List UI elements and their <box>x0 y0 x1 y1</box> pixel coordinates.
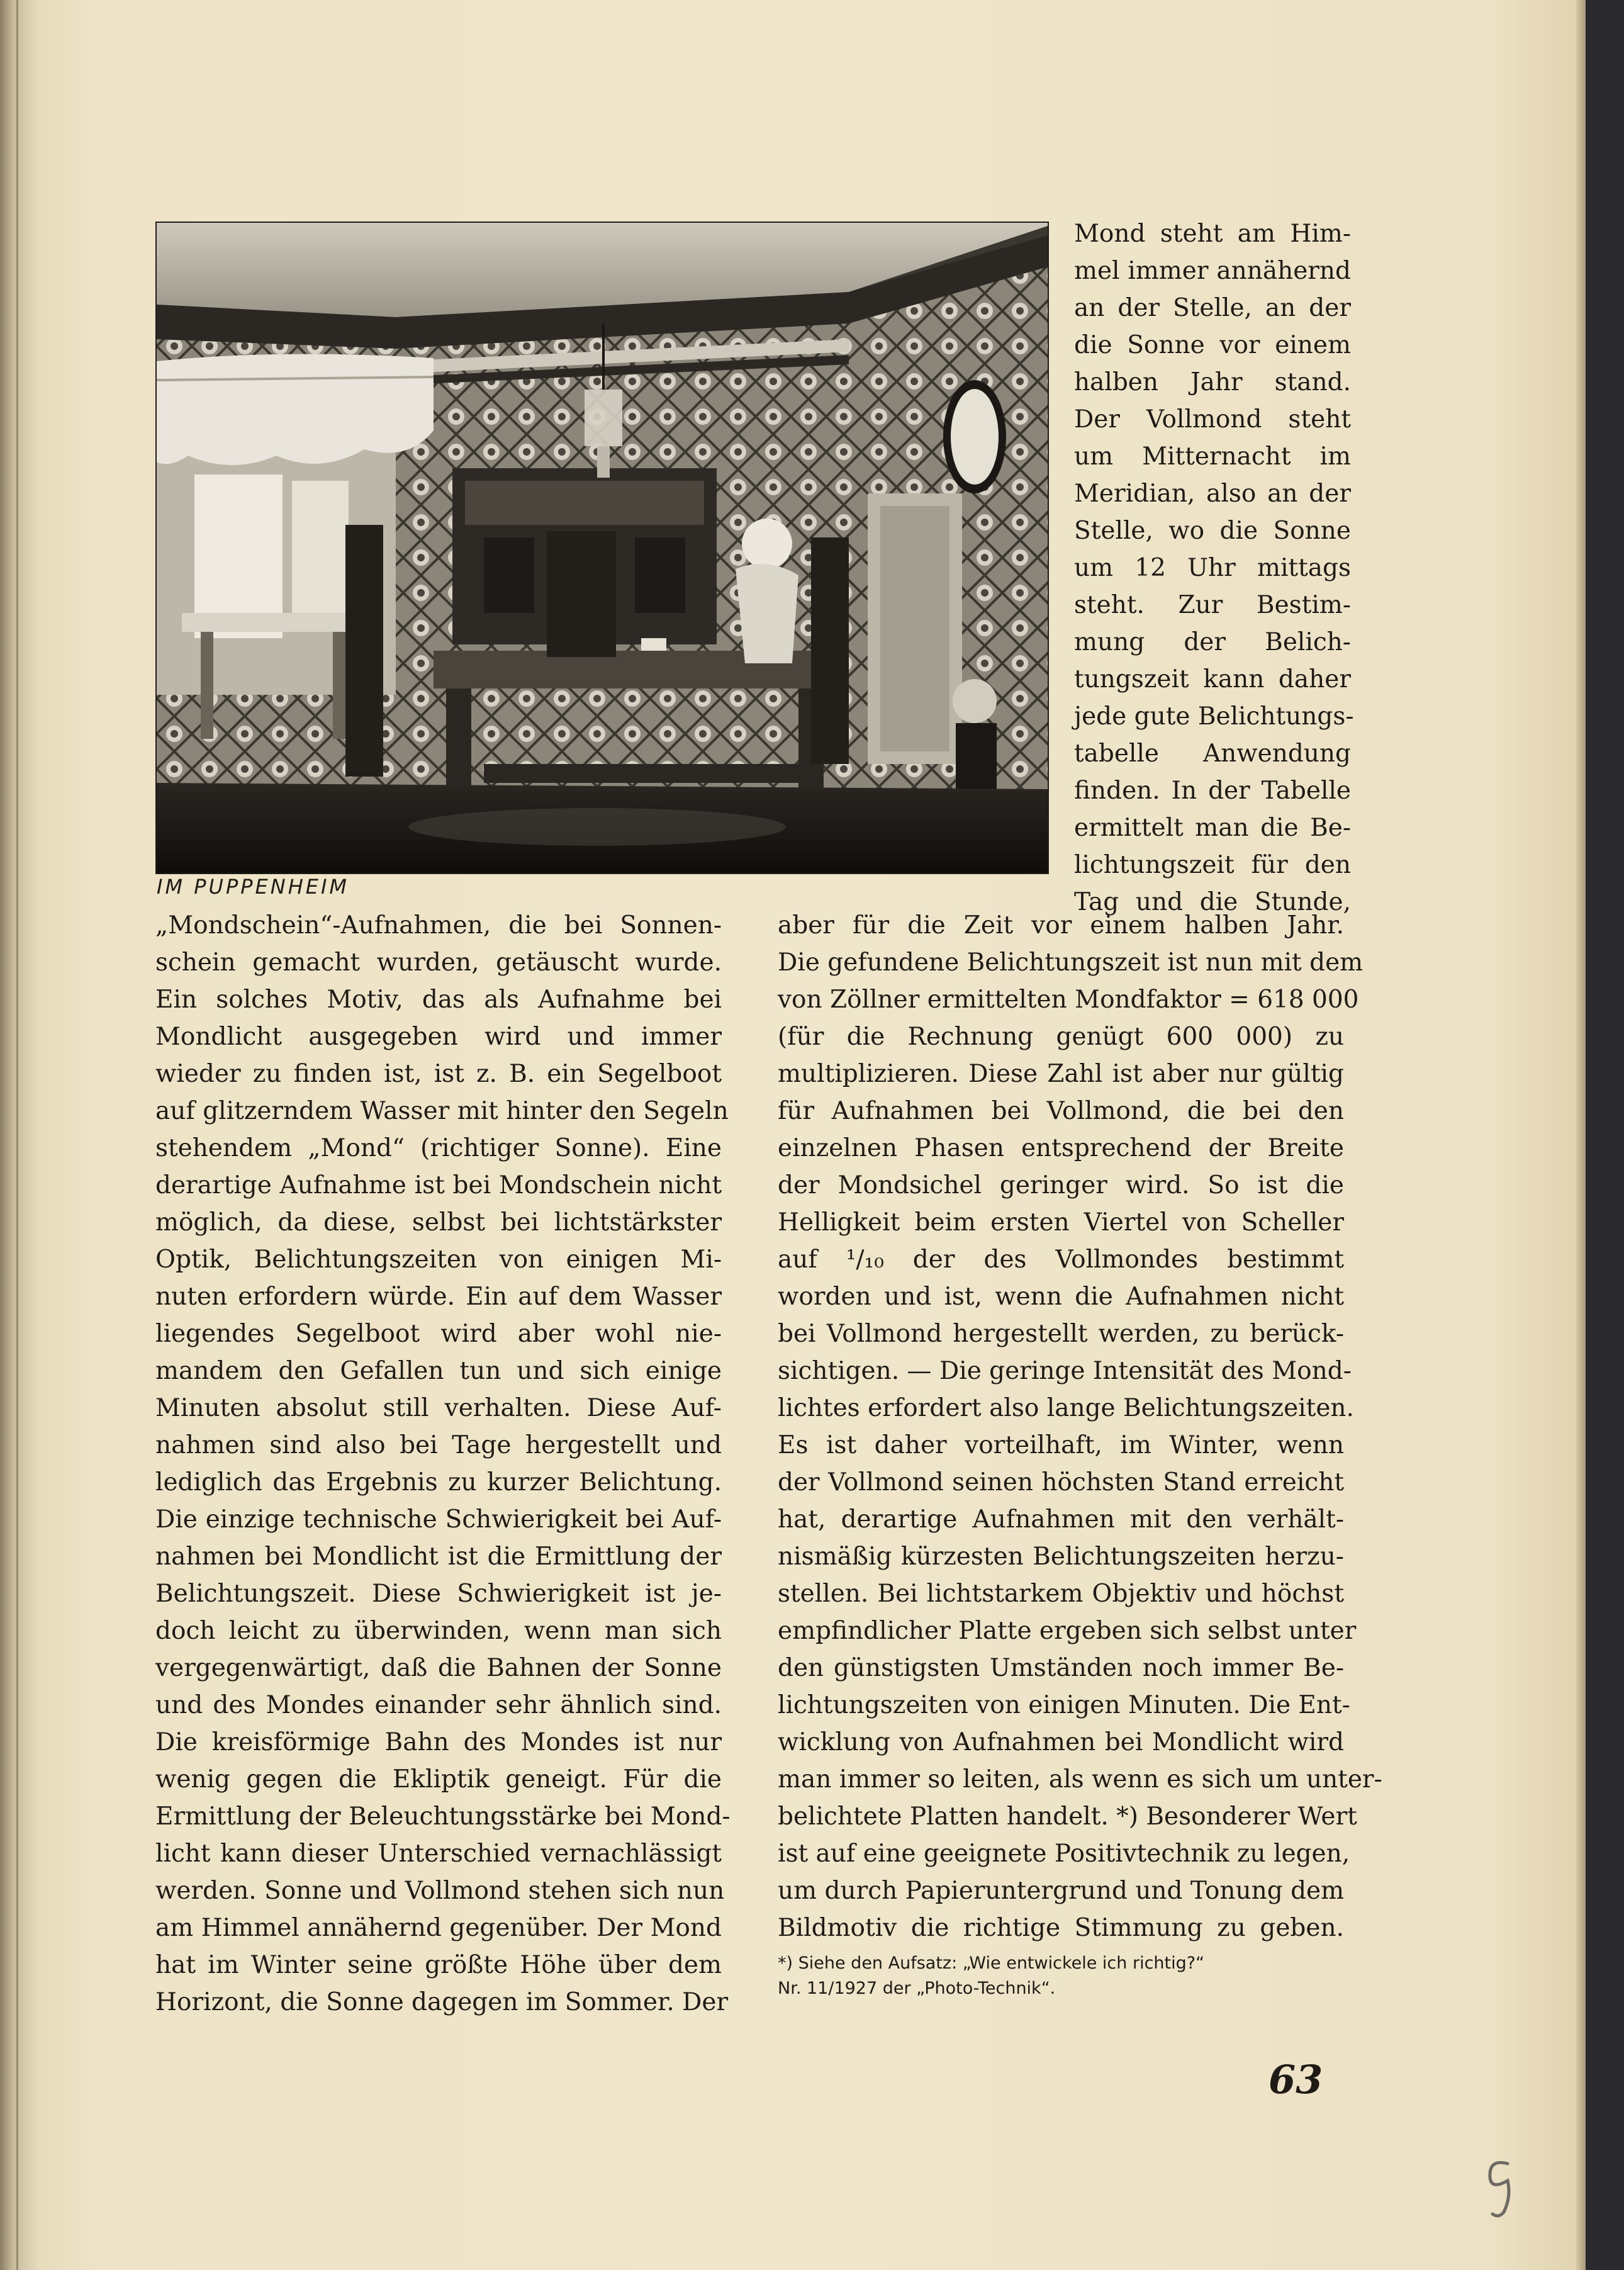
text-line: hat, derartige Aufnahmen mit den verhält- <box>778 1505 1344 1534</box>
text-line: wenig gegen die Ekliptik geneigt. Für die <box>155 1765 722 1794</box>
text-line: belichtete Platten handelt. *) Besonderer Wert <box>778 1802 1357 1831</box>
text-line: nuten erfordern würde. Ein auf dem Wasser <box>155 1283 722 1311</box>
text-line: Mond steht am Him- <box>1074 220 1351 248</box>
footnote <box>778 1951 1344 2001</box>
text-line: den günstigsten Umständen noch immer Be- <box>778 1654 1344 1682</box>
page-number: 63 <box>1268 2057 1323 2103</box>
text-line: Die kreisförmige Bahn des Mondes ist nur <box>155 1728 722 1756</box>
text-line: schein gemacht wurden, getäuscht wurde. <box>155 948 722 977</box>
text-line: auf glitzerndem Wasser mit hinter den Segeln <box>155 1097 729 1125</box>
text-line: um durch Papieruntergrund und Tonung dem <box>778 1877 1345 1905</box>
text-line: einzelnen Phasen entsprechend der Breite <box>778 1134 1344 1162</box>
text-line: lichtes erfordert also lange Belichtungszeiten. <box>778 1394 1354 1422</box>
text-line: nahmen bei Mondlicht ist die Ermittlung der <box>155 1542 722 1571</box>
text-line: Ermittlung der Beleuchtungsstärke bei Mond- <box>155 1802 731 1831</box>
text-line: lichtungszeiten von einigen Minuten. Die Ent- <box>778 1691 1350 1719</box>
text-line: Es ist daher vorteilhaft, im Winter, wenn <box>778 1431 1344 1459</box>
text-line: multiplizieren. Diese Zahl ist aber nur gültig <box>778 1060 1344 1088</box>
text-line: auf ¹/₁₀ der des Vollmondes bestimmt <box>778 1245 1344 1274</box>
text-line: Mondlicht ausgegeben wird und immer <box>155 1023 722 1051</box>
text-line: ist auf eine geeignete Positivtechnik zu legen, <box>778 1840 1350 1868</box>
text-line: Ein solches Motiv, das als Aufnahme bei <box>155 986 722 1014</box>
text-line: der Mondsichel geringer wird. So ist die <box>778 1171 1344 1200</box>
text-line: werden. Sonne und Vollmond stehen sich nun <box>155 1877 725 1905</box>
page-edge <box>1576 0 1586 2270</box>
photograph-doll-room <box>155 222 1049 874</box>
text-line: Minuten absolut still verhalten. Diese Auf- <box>155 1394 722 1422</box>
text-line: Die gefundene Belichtungszeit ist nun mit dem <box>778 948 1364 977</box>
text-line: um Mitternacht im <box>1074 442 1351 471</box>
text-line: derartige Aufnahme ist bei Mondschein nicht <box>155 1171 722 1200</box>
text-line: jede gute Belichtungs- <box>1074 702 1354 731</box>
text-line: Helligkeit beim ersten Viertel von Scheller <box>778 1208 1344 1237</box>
text-line: der Vollmond seinen höchsten Stand erreicht <box>778 1468 1344 1497</box>
text-line: Belichtungszeit. Diese Schwierigkeit ist je- <box>155 1580 722 1608</box>
text-line: nahmen sind also bei Tage hergestellt und <box>155 1431 722 1459</box>
text-line: für Aufnahmen bei Vollmond, die bei den <box>778 1097 1344 1125</box>
text-line: und des Mondes einander sehr ähnlich sind. <box>155 1691 722 1719</box>
text-line: „Mondschein“-Aufnahmen, die bei Sonnen- <box>155 911 722 940</box>
text-line: man immer so leiten, als wenn es sich um unter- <box>778 1765 1382 1794</box>
text-line: ermittelt man die Be- <box>1074 814 1351 842</box>
text-line: mung der Belich- <box>1074 628 1351 656</box>
text-line: wieder zu finden ist, ist z. B. ein Segelboot <box>155 1060 722 1088</box>
text-line: licht kann dieser Unterschied vernachlässigt <box>155 1840 722 1868</box>
page-gutter <box>0 0 38 2270</box>
text-line: Meridian, also an der <box>1074 480 1351 508</box>
text-line: doch leicht zu überwinden, wenn man sich <box>155 1617 722 1645</box>
text-line: stehendem „Mond“ (richtiger Sonne). Eine <box>155 1134 722 1162</box>
text-column-left <box>155 907 731 2021</box>
text-line: tabelle Anwendung <box>1074 739 1351 768</box>
footnote-line: Nr. 11/1927 der „Photo-Technik“. <box>778 1979 1056 1998</box>
text-line: an der Stelle, an der <box>1074 294 1351 322</box>
text-line: hat im Winter seine größte Höhe über dem <box>155 1951 722 1979</box>
text-line: worden und ist, wenn die Aufnahmen nicht <box>778 1283 1344 1311</box>
margin-pencil-mark <box>1476 2152 1520 2222</box>
text-line: Optik, Belichtungszeiten von einigen Mi- <box>155 1245 722 1274</box>
footnote-line: *) Siehe den Aufsatz: „Wie entwickele ich richtig?“ <box>778 1953 1205 1973</box>
text-line: bei Vollmond hergestellt werden, zu berück- <box>778 1320 1344 1348</box>
text-line: um 12 Uhr mittags <box>1074 554 1351 582</box>
text-line: Stelle, wo die Sonne <box>1074 517 1351 545</box>
text-line: finden. In der Tabelle <box>1074 777 1351 805</box>
text-line: liegendes Segelboot wird aber wohl nie- <box>155 1320 722 1348</box>
text-line: stellen. Bei lichtstarkem Objektiv und höchst <box>778 1580 1344 1608</box>
text-line: Bildmotiv die richtige Stimmung zu geben. <box>778 1914 1344 1942</box>
text-line: wicklung von Aufnahmen bei Mondlicht wird <box>778 1728 1344 1756</box>
text-line: empfindlicher Platte ergeben sich selbst unter <box>778 1617 1357 1645</box>
text-line: Die einzige technische Schwierigkeit bei Auf- <box>155 1505 722 1534</box>
text-line: nismäßig kürzesten Belichtungszeiten herzu- <box>778 1542 1344 1571</box>
text-line: lichtungszeit für den <box>1074 851 1351 879</box>
text-line: möglich, da diese, selbst bei lichtstärkster <box>155 1208 722 1237</box>
text-line: mel immer annähernd <box>1074 257 1351 285</box>
text-line: (für die Rechnung genügt 600 000) zu <box>778 1023 1344 1051</box>
text-line: aber für die Zeit vor einem halben Jahr. <box>778 911 1344 940</box>
text-line: mandem den Gefallen tun und sich einige <box>155 1357 722 1385</box>
text-line: sichtigen. — Die geringe Intensität des Mond- <box>778 1357 1352 1385</box>
text-line: lediglich das Ergebnis zu kurzer Belichtung. <box>155 1468 722 1497</box>
text-column-right <box>778 907 1382 1947</box>
text-line: vergegenwärtigt, daß die Bahnen der Sonne <box>155 1654 722 1682</box>
text-line: halben Jahr stand. <box>1074 368 1351 396</box>
photo-caption: IM PUPPENHEIM <box>157 875 350 899</box>
text-line: die Sonne vor einem <box>1074 331 1351 359</box>
text-line: von Zöllner ermittelten Mondfaktor = 618 000 <box>778 986 1359 1014</box>
text-line: tungszeit kann daher <box>1074 665 1351 694</box>
text-line: Horizont, die Sonne dagegen im Sommer. Der <box>155 1988 729 2016</box>
text-line: steht. Zur Bestim- <box>1074 591 1351 619</box>
text-line: am Himmel annähernd gegenüber. Der Mond <box>155 1914 722 1942</box>
text-column-top-right <box>1074 215 1354 921</box>
text-line: Der Vollmond steht <box>1074 405 1351 434</box>
text-line: Tag und die Stunde, <box>1074 888 1351 916</box>
